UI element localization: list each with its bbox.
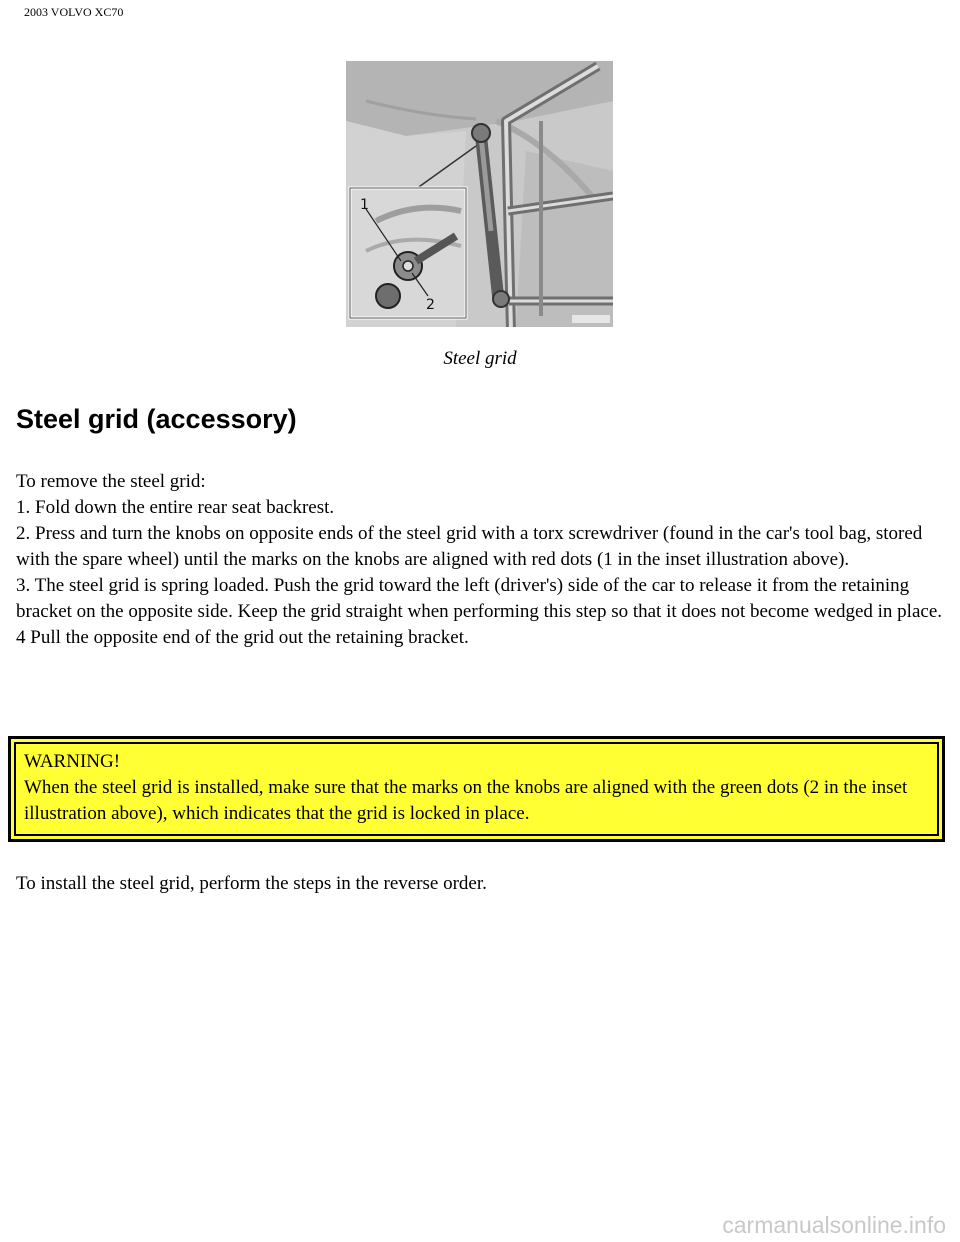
document-header: 2003 VOLVO XC70 [24,5,124,19]
warning-box-inner [14,742,939,836]
inset-callout-2: 2 [426,297,435,313]
section-title: Steel grid (accessory) [16,404,297,434]
instruction-step: 4 Pull the opposite end of the grid out the retaining bracket. [16,627,469,648]
warning-box [8,736,945,842]
instructions-intro: To remove the steel grid: [16,471,206,492]
instruction-step: 1. Fold down the entire rear seat backrest. [16,497,335,518]
watermark: carmanualsonline.info [722,1212,946,1238]
steel-grid-illustration [346,61,613,327]
figure-caption: Steel grid [443,348,517,369]
inset-callout-1: 1 [360,197,369,213]
closing-note: To install the steel grid, perform the steps in the reverse order. [16,873,487,894]
instructions [16,469,946,651]
warning-text: When the steel grid is installed, make sure that the marks on the knobs are aligned with the green dots (2 in the inset illustration above), which indicates that the grid is locked in place. [24,777,908,824]
instruction-step: 3. The steel grid is spring loaded. Push the grid toward the left (driver's) side of the car to release it from the retaining bracket on the opposite side. Keep the grid straight when performing this step so that it does not become wedged in place. [16,575,943,622]
instruction-step: 2. Press and turn the knobs on opposite ends of the steel grid with a torx screwdriver (found in the car's tool bag, stored with the spare wheel) until the marks on the knobs are aligned with red dots (1 in the inset illustration above). [16,523,923,570]
warning-title: WARNING! [24,751,121,772]
